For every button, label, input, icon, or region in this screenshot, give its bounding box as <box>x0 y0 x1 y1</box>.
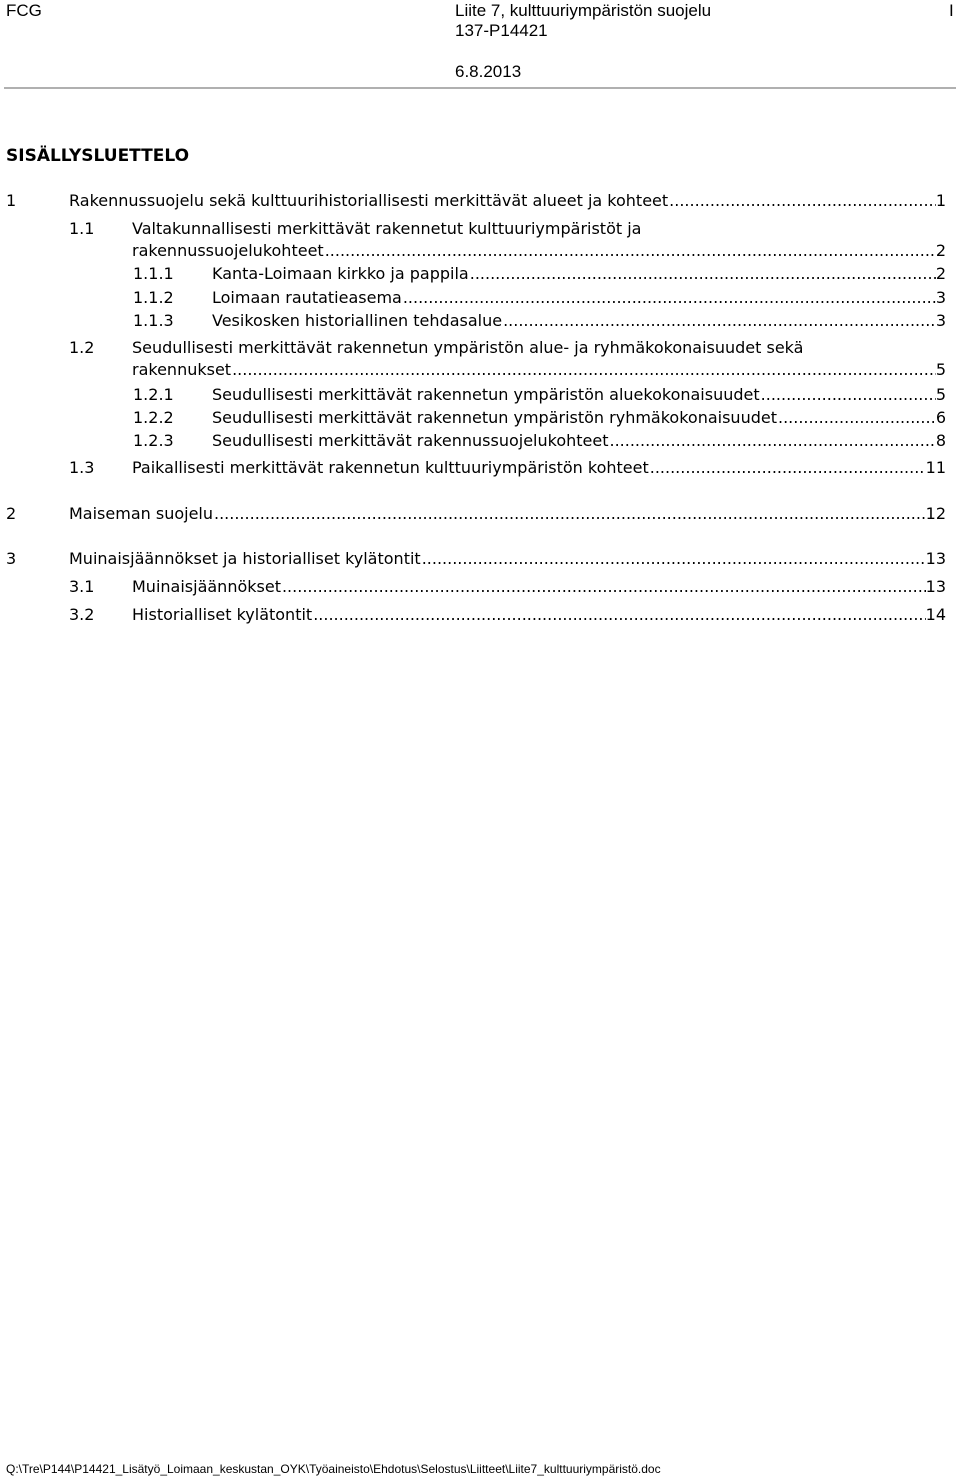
toc-entry[interactable] <box>6 503 946 525</box>
toc-entry-page: 11 <box>925 458 946 477</box>
toc-entry-title: Valtakunnallisesti merkittävät rakennetut kulttuuriympäristöt ja <box>132 219 642 238</box>
toc-entry-number: 3.2 <box>69 605 95 624</box>
header-page-marker: I <box>949 1 954 20</box>
toc-entry[interactable] <box>6 548 946 570</box>
toc-entry-title: Loimaan rautatieasema <box>212 288 402 307</box>
toc-heading: SISÄLLYSLUETTELO <box>6 146 190 166</box>
toc-leader-dots <box>312 604 925 626</box>
toc-entry-page: 2 <box>935 241 946 260</box>
toc-entry[interactable] <box>133 430 946 452</box>
toc-entry-page: 6 <box>935 408 946 427</box>
toc-entry-page: 3 <box>935 288 946 307</box>
toc-leader-dots <box>231 359 936 381</box>
footer-file-path: Q:\Tre\P144\P14421_Lisätyö_Loimaan_keskustan_OYK\Työaineisto\Ehdotus\Selostus\Liitteet\Liite7_kulttuuriympäristö.doc <box>6 1462 661 1476</box>
toc-entry[interactable] <box>133 310 946 332</box>
toc-entry[interactable] <box>133 287 946 309</box>
toc-entry-title: Maiseman suojelu <box>69 504 213 523</box>
toc-leader-dots <box>649 457 926 479</box>
toc-entry-page: 2 <box>935 264 946 283</box>
toc-entry[interactable] <box>69 218 946 262</box>
header-date: 6.8.2013 <box>455 62 522 81</box>
toc-entry[interactable] <box>69 604 946 626</box>
toc-leader-dots <box>213 503 926 525</box>
toc-entry-number: 1.1 <box>69 219 95 238</box>
toc-leader-dots <box>502 310 936 332</box>
toc-entry-number: 1.2 <box>69 338 95 357</box>
toc-leader-dots <box>777 407 936 429</box>
toc-entry-title: Muinaisjäännökset <box>132 577 281 596</box>
toc-entry-title: Seudullisesti merkittävät rakennetun ympäristön alue- ja ryhmäkokonaisuudet sekä <box>132 338 804 357</box>
toc-entry-number: 3 <box>6 549 17 568</box>
toc-entry-page: 1 <box>935 191 946 210</box>
toc-entry-page: 8 <box>935 431 946 450</box>
toc-entry-page: 5 <box>935 360 946 379</box>
toc-leader-dots <box>402 287 936 309</box>
toc-entry-number: 1.1.2 <box>133 288 174 307</box>
toc-entry-number: 2 <box>6 504 17 523</box>
toc-entry-number: 3.1 <box>69 577 95 596</box>
toc-entry-title: Vesikosken historiallinen tehdasalue <box>212 311 503 330</box>
toc-entry-number: 1 <box>6 191 17 210</box>
toc-entry-number: 1.2.3 <box>133 431 174 450</box>
toc-entry-title: Seudullisesti merkittävät rakennussuojelukohteet <box>212 431 609 450</box>
toc-entry[interactable] <box>6 190 946 212</box>
toc-entry-number: 1.1.1 <box>133 264 174 283</box>
header-title: Liite 7, kulttuuriympäristön suojelu <box>455 1 712 20</box>
toc-entry-title: Kanta-Loimaan kirkko ja pappila <box>212 264 469 283</box>
header-project-number: 137-P14421 <box>455 21 548 40</box>
toc-entry-page: 13 <box>925 577 946 596</box>
toc-entry-title: Muinaisjäännökset ja historialliset kylätontit <box>69 549 421 568</box>
toc-entry-page: 5 <box>935 385 946 404</box>
toc-entry-number: 1.2.1 <box>133 385 174 404</box>
toc-entry[interactable] <box>133 384 946 406</box>
toc-entry[interactable] <box>69 337 946 381</box>
toc-entry-number: 1.1.3 <box>133 311 174 330</box>
toc-entry-title-continued: rakennukset <box>132 360 232 379</box>
toc-entry-number: 1.3 <box>69 458 95 477</box>
toc-entry-page: 12 <box>925 504 946 523</box>
toc-leader-dots <box>608 430 935 452</box>
toc-entry[interactable] <box>133 263 946 285</box>
toc-entry-title: Paikallisesti merkittävät rakennetun kulttuuriympäristön kohteet <box>132 458 649 477</box>
toc-leader-dots <box>469 263 936 285</box>
header-divider <box>4 87 956 89</box>
toc-leader-dots <box>668 190 936 212</box>
toc-entry-title: Historialliset kylätontit <box>132 605 313 624</box>
toc-leader-dots <box>421 548 926 570</box>
toc-leader-dots <box>281 576 926 598</box>
toc-entry[interactable] <box>69 457 946 479</box>
toc-leader-dots <box>324 240 936 262</box>
header-company: FCG <box>6 1 42 20</box>
toc-entry[interactable] <box>133 407 946 429</box>
toc-entry-page: 14 <box>925 605 946 624</box>
toc-entry-title: Seudullisesti merkittävät rakennetun ympäristön aluekokonaisuudet <box>212 385 760 404</box>
toc-entry-page: 3 <box>935 311 946 330</box>
toc-entry-title-continued: rakennussuojelukohteet <box>132 241 324 260</box>
toc-entry-title: Seudullisesti merkittävät rakennetun ympäristön ryhmäkokonaisuudet <box>212 408 777 427</box>
toc-leader-dots <box>760 384 936 406</box>
toc-entry[interactable] <box>69 576 946 598</box>
toc-entry-title: Rakennussuojelu sekä kulttuurihistoriallisesti merkittävät alueet ja kohteet <box>69 191 669 210</box>
toc-entry-number: 1.2.2 <box>133 408 174 427</box>
toc-entry-page: 13 <box>925 549 946 568</box>
